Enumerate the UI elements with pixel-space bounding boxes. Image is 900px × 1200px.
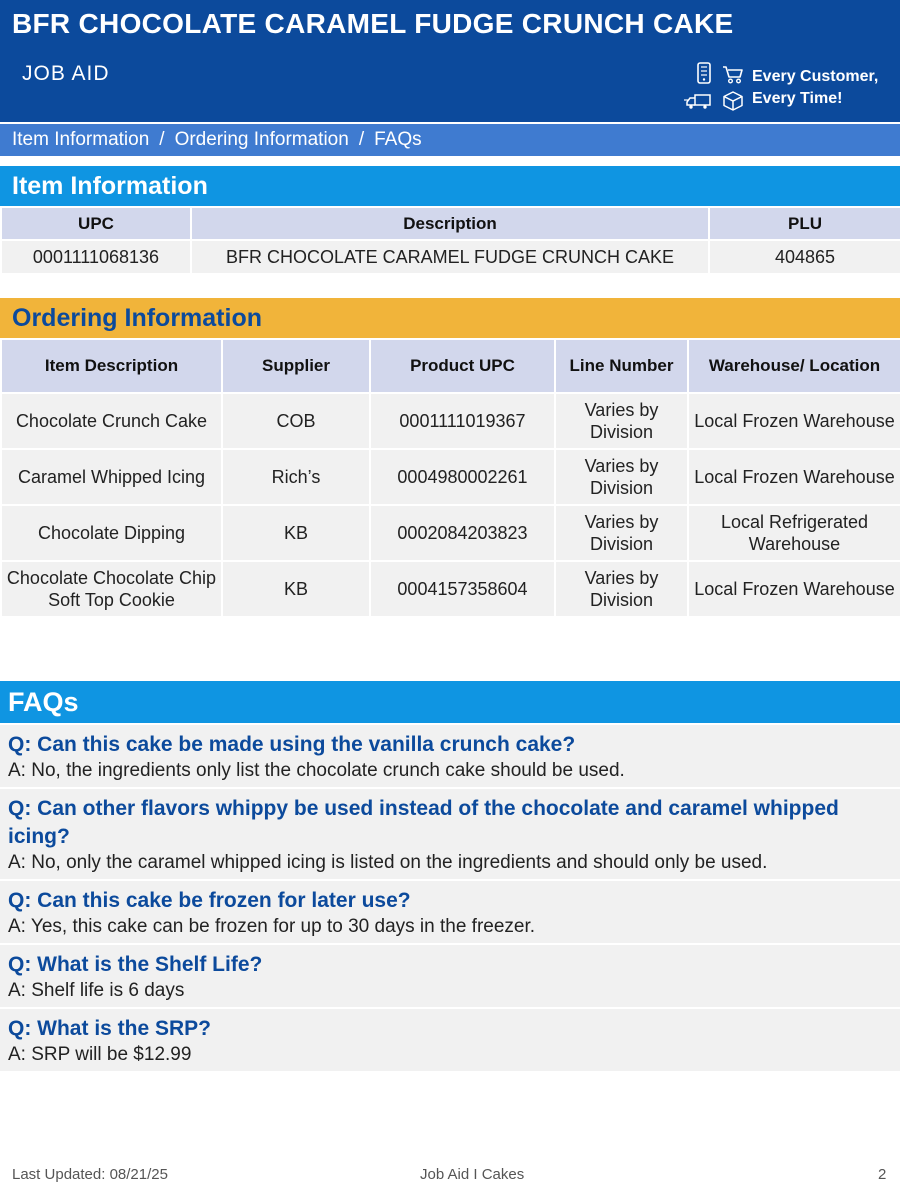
faq-item	[0, 881, 900, 943]
breadcrumb-item-ordering-information[interactable]: Ordering Information	[174, 129, 349, 150]
faq-question: Q: Can other flavors whippy be used instead of the chocolate and caramel whipped icing?	[8, 797, 839, 848]
table-row	[2, 241, 900, 273]
cell-product-upc: 0004980002261	[371, 450, 554, 504]
cell-line-number: Varies by Division	[556, 450, 687, 504]
table-row	[2, 506, 900, 560]
item-information-table	[0, 206, 900, 275]
breadcrumb-item-item-information[interactable]: Item Information	[12, 129, 150, 150]
faq-question: Q: Can this cake be made using the vanilla crunch cake?	[8, 733, 576, 756]
cell-warehouse-location: Local Frozen Warehouse	[689, 394, 900, 448]
cell-supplier: COB	[223, 394, 369, 448]
table-row	[2, 562, 900, 616]
faq-question: Q: What is the SRP?	[8, 1017, 212, 1040]
breadcrumb-separator: /	[159, 129, 165, 150]
faq-item	[0, 1009, 900, 1071]
cell-item-description: Caramel Whipped Icing	[2, 450, 221, 504]
cell-plu: 404865	[710, 241, 900, 273]
cell-supplier: KB	[223, 562, 369, 616]
footer-page-number: 2	[878, 1166, 887, 1183]
cell-supplier: KB	[223, 506, 369, 560]
table-header-row	[2, 208, 900, 239]
faq-item	[0, 945, 900, 1007]
tagline	[752, 66, 878, 110]
faq-question: Q: Can this cake be frozen for later use?	[8, 889, 411, 912]
phone-icon	[696, 62, 712, 84]
tagline-line-2: Every Time!	[752, 90, 843, 107]
table-header-row	[2, 340, 900, 392]
faq-list	[0, 725, 900, 1073]
faq-item	[0, 789, 900, 879]
cell-product-upc: 0002084203823	[371, 506, 554, 560]
cart-icon	[722, 64, 744, 84]
ordering-information-table	[0, 338, 900, 618]
column-header-upc: UPC	[2, 208, 190, 239]
breadcrumb	[0, 122, 900, 156]
ordering-information-heading: Ordering Information	[0, 298, 900, 338]
item-information-heading: Item Information	[0, 166, 900, 206]
faq-answer: A: No, the ingredients only list the chocolate crunch cake should be used.	[8, 760, 625, 781]
page-title: BFR CHOCOLATE CARAMEL FUDGE CRUNCH CAKE	[12, 8, 734, 39]
cell-item-description: Chocolate Crunch Cake	[2, 394, 221, 448]
cell-upc: 0001111068136	[2, 241, 190, 273]
cell-product-upc: 0001111019367	[371, 394, 554, 448]
faq-answer: A: Yes, this cake can be frozen for up to 30 days in the freezer.	[8, 916, 536, 937]
column-header-line-number: Line Number	[556, 340, 687, 392]
faqs-heading: FAQs	[0, 681, 900, 723]
header-icon-group	[684, 62, 748, 116]
cell-line-number: Varies by Division	[556, 562, 687, 616]
faq-answer: A: SRP will be $12.99	[8, 1044, 192, 1065]
faq-answer: A: Shelf life is 6 days	[8, 980, 185, 1001]
column-header-description: Description	[192, 208, 708, 239]
table-row	[2, 450, 900, 504]
page-subtitle: JOB AID	[22, 62, 110, 85]
cell-warehouse-location: Local Frozen Warehouse	[689, 450, 900, 504]
column-header-product-upc: Product UPC	[371, 340, 554, 392]
column-header-warehouse-location: Warehouse/ Location	[689, 340, 900, 392]
table-row	[2, 394, 900, 448]
breadcrumb-separator: /	[358, 129, 365, 150]
package-icon	[722, 90, 744, 112]
cell-item-description: Chocolate Dipping	[2, 506, 221, 560]
cell-line-number: Varies by Division	[556, 506, 687, 560]
cell-product-upc: 0004157358604	[371, 562, 554, 616]
cell-line-number: Varies by Division	[556, 394, 687, 448]
cell-warehouse-location: Local Frozen Warehouse	[689, 562, 900, 616]
cell-warehouse-location: Local Refrigerated Warehouse	[689, 506, 900, 560]
cell-description: BFR CHOCOLATE CARAMEL FUDGE CRUNCH CAKE	[192, 241, 708, 273]
footer-center-label: Job Aid I Cakes	[420, 1166, 525, 1183]
cell-supplier: Rich’s	[223, 450, 369, 504]
tagline-line-1: Every Customer,	[752, 68, 879, 85]
column-header-supplier: Supplier	[223, 340, 369, 392]
faq-item	[0, 725, 900, 787]
header-banner	[0, 0, 900, 122]
delivery-truck-icon	[684, 92, 712, 110]
faq-question: Q: What is the Shelf Life?	[8, 953, 263, 976]
footer-last-updated: Last Updated: 08/21/25	[12, 1166, 168, 1183]
column-header-item-description: Item Description	[2, 340, 221, 392]
cell-item-description: Chocolate Chocolate Chip Soft Top Cookie	[2, 562, 221, 616]
faq-answer: A: No, only the caramel whipped icing is listed on the ingredients and should only be used.	[8, 852, 768, 873]
breadcrumb-item-faqs[interactable]: FAQs	[374, 129, 422, 150]
column-header-plu: PLU	[710, 208, 900, 239]
